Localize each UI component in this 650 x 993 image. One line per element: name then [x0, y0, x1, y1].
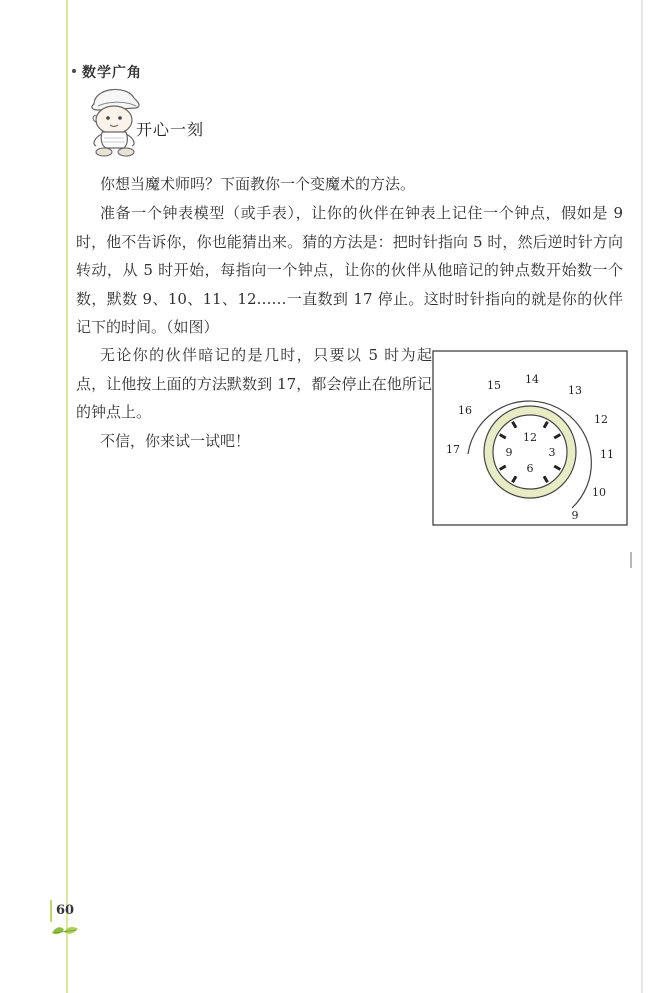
clock-face-number-3: 3 [548, 446, 556, 459]
count-label-9: 9 [571, 509, 579, 522]
section-title: 开心一刻 [136, 120, 205, 139]
clock-figure [432, 350, 628, 526]
count-label-11: 11 [600, 448, 614, 461]
count-label-16: 16 [458, 404, 472, 417]
paragraph-try-it: 不信，你来试一试吧！ [100, 432, 251, 450]
clock-face-number-9: 9 [505, 446, 513, 459]
page-number-bar [50, 900, 52, 922]
margin-line [66, 0, 68, 993]
clock-inner-face [493, 415, 567, 489]
count-label-17: 17 [446, 443, 460, 456]
section-header: 数学广角 [82, 65, 142, 81]
count-label-13: 13 [568, 384, 582, 397]
page-number: 60 [56, 903, 75, 918]
page-edge-line [641, 0, 643, 993]
edge-mark [630, 552, 632, 568]
count-label-15: 15 [487, 379, 501, 392]
count-label-14: 14 [525, 373, 539, 386]
clock-face-number-12: 12 [523, 431, 537, 444]
clock-face-number-6: 6 [526, 462, 534, 475]
count-label-12: 12 [594, 413, 608, 426]
leaf-icon [50, 924, 82, 936]
count-label-10: 10 [592, 486, 606, 499]
paragraph-intro: 你想当魔术师吗？下面教你一个变魔术的方法。 [100, 175, 416, 193]
paragraph-method: 准备一个钟表模型（或手表），让你的伙伴在钟表上记住一个钟点，假如是 9 时，他不告诉你，你也能猜出来。猜的方法是：把时针指向 5 时，然后逆时针方向转动，从 5 时开始，每指向一个钟点，让你的伙伴从他暗记的钟点数开始数一个数，默数 9、10、11、12……一直数到 17 停止。这时时针指向的就是你的伙伴记下的时间。（如图） [76, 204, 623, 336]
paragraph-explanation: 无论你的伙伴暗记的是几时，只要以 5 时为起点，让他按上面的方法默数到 17，都会停止在他所记的钟点上。 [76, 346, 432, 421]
